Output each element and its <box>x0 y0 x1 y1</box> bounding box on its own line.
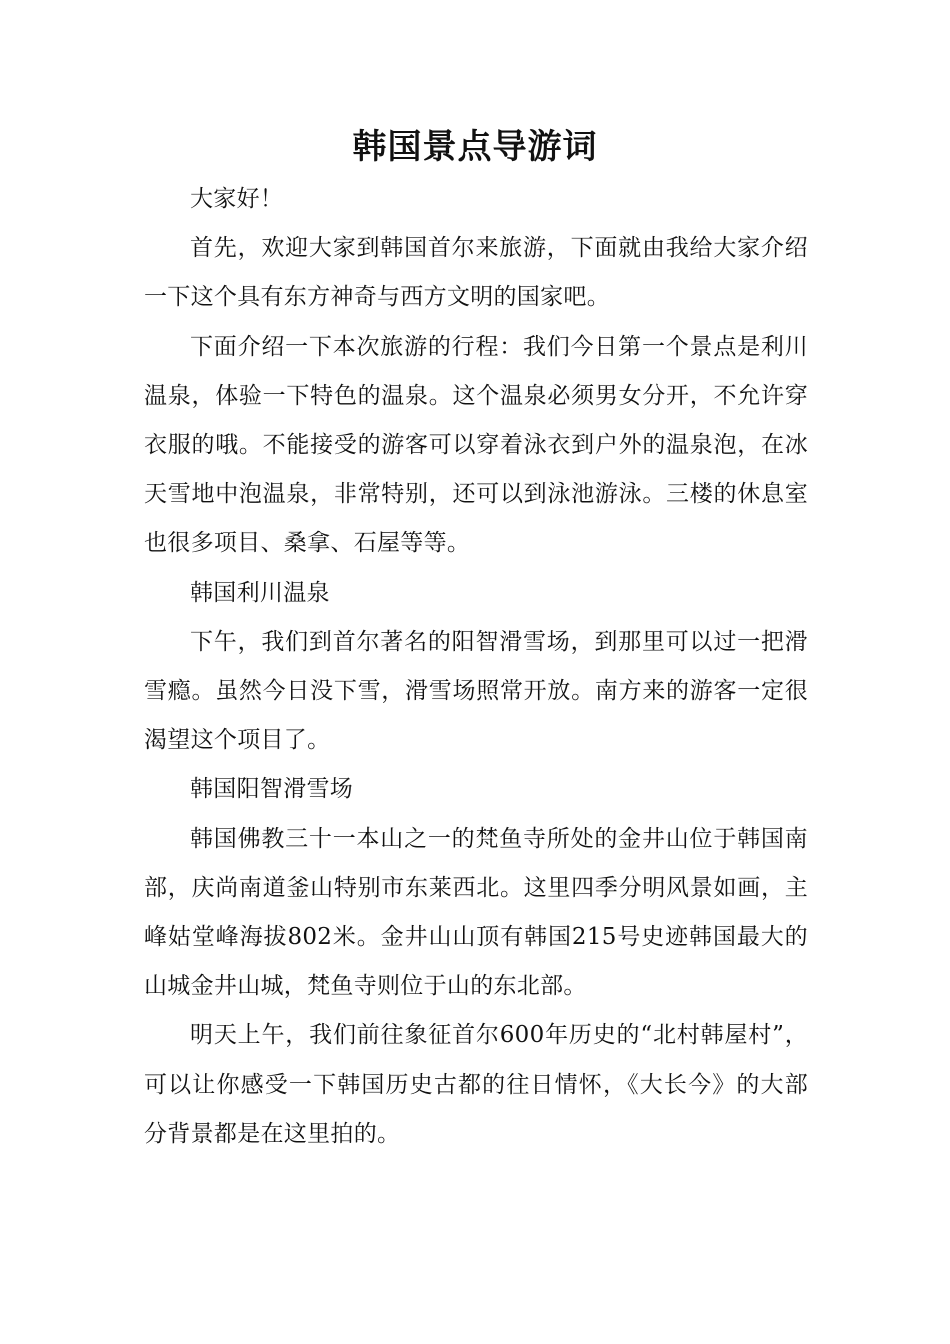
paragraph-greeting: 大家好！ <box>190 186 284 212</box>
paragraph-ski-resort: 下午，我们到首尔著名的阳智滑雪场，到那里可以过一把滑雪瘾。虽然今日没下雪，滑雪场照常开放。南方来的游客一定很渴望这个项目了。 <box>144 628 808 754</box>
paragraph-beomeosa-temple: 韩国佛教三十一本山之一的梵鱼寺所处的金井山位于韩国南部，庆尚南道釜山特别市东莱西北。这里四季分明风景如画，主峰姑堂峰海拔802米。金井山山顶有韩国215号史迹韩国最大的山城金井山城，梵鱼寺则位于山的东北部。 <box>144 825 808 1000</box>
caption-icheon-hot-spring: 韩国利川温泉 <box>190 579 330 606</box>
caption-yangji-ski-resort: 韩国阳智滑雪场 <box>190 776 354 803</box>
paragraph-bukchon-village: 明天上午，我们前往象征首尔600年历史的“北村韩屋村”，可以让你感受一下韩国历史古都的往日情怀，《大长今》的大部分背景都是在这里拍的。 <box>144 1022 808 1147</box>
paragraph-welcome: 首先，欢迎大家到韩国首尔来旅游，下面就由我给大家介绍一下这个具有东方神奇与西方文明的国家吧。 <box>144 235 808 311</box>
paragraph-itinerary: 下面介绍一下本次旅游的行程：我们今日第一个景点是利川温泉，体验一下特色的温泉。这个温泉必须男女分开，不允许穿衣服的哦。不能接受的游客可以穿着泳衣到户外的温泉泡，在冰天雪地中泡温泉，非常特别，还可以到泳池游泳。三楼的休息室也很多项目、桑拿、石屋等等。 <box>144 333 808 557</box>
document-body <box>144 175 808 1159</box>
document-title: 韩国景点导游词 <box>352 127 598 167</box>
